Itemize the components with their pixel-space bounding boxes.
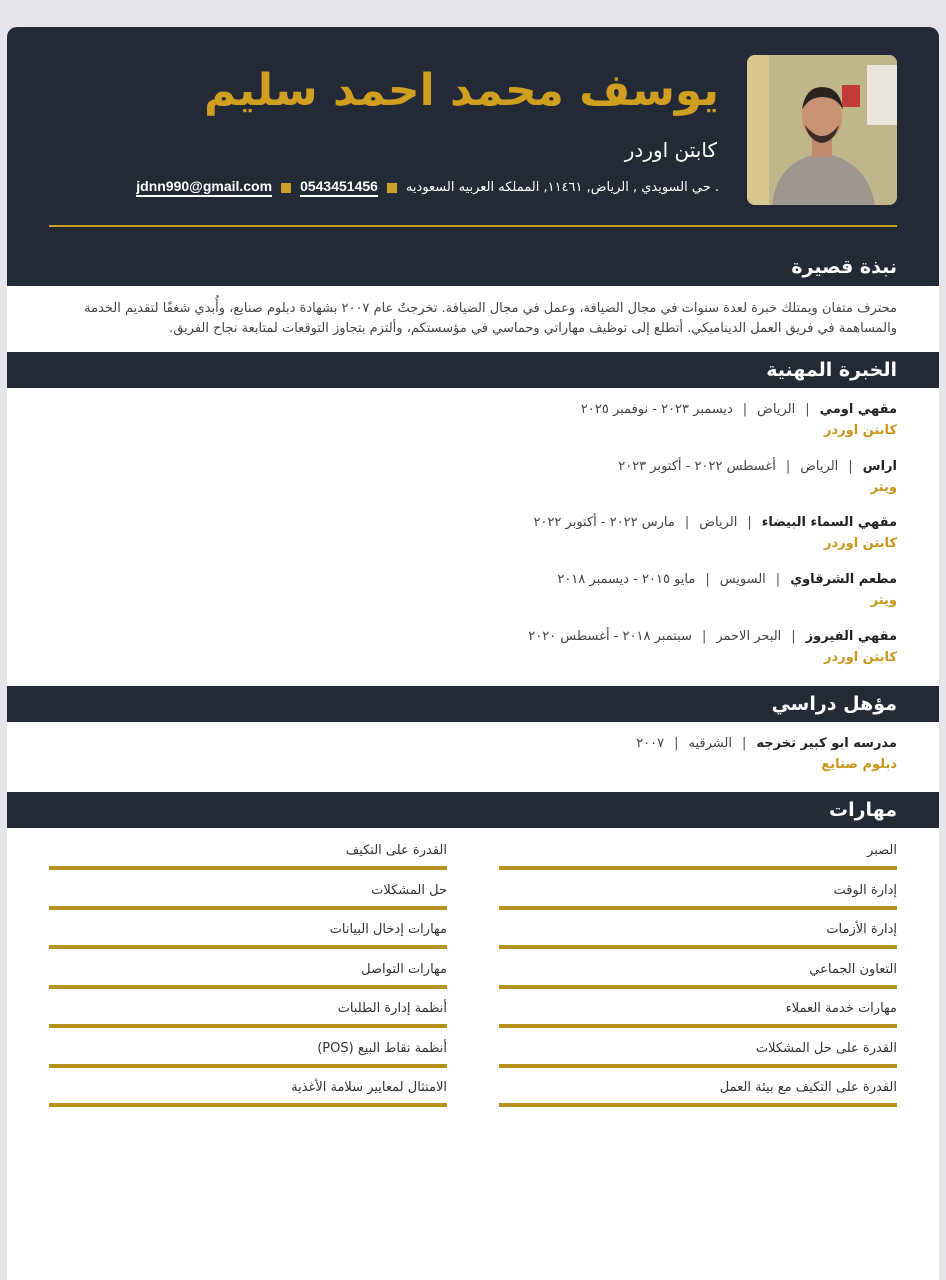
skill-label: مهارات خدمة العملاء: [785, 1001, 897, 1016]
skill-item: [49, 1041, 447, 1081]
bullet-square-icon: [387, 183, 397, 193]
profile-photo: [747, 55, 897, 205]
experience-band: [7, 352, 939, 388]
skill-item: [499, 1001, 897, 1041]
skill-level-bar: [49, 945, 447, 949]
skill-level-fill: [49, 866, 447, 870]
header-divider: [49, 225, 897, 227]
job-meta: مقهي السماء البيضاء|الرياض|مارس ٢٠٢٢ - أكتوبر ٢٠٢٢: [533, 515, 897, 530]
summary-heading: نبذة قصيرة: [791, 256, 897, 278]
education-year: ٢٠٠٧: [636, 736, 665, 751]
email-link[interactable]: jdnn990@gmail.com: [136, 178, 272, 197]
job-entry: [49, 572, 897, 608]
job-entry: [49, 515, 897, 551]
candidate-job-title: كابتن اوردر: [624, 138, 717, 162]
skill-label: الامتثال لمعايير سلامة الأغذية: [291, 1080, 447, 1095]
job-company: اراس: [862, 459, 897, 474]
job-company: مقهي السماء البيضاء: [761, 515, 897, 530]
skill-item: [49, 922, 447, 962]
education-city: الشرقيه: [688, 736, 732, 751]
education-band: [7, 686, 939, 722]
skill-item: [499, 922, 897, 962]
candidate-name: يوسف محمد احمد سليم: [203, 65, 719, 116]
skills-right-column: [499, 843, 897, 1120]
job-dates: مارس ٢٠٢٢ - أكتوبر ٢٠٢٢: [533, 515, 675, 530]
job-city: الرياض: [757, 402, 796, 417]
job-entry: [49, 402, 897, 438]
skill-level-fill: [49, 1064, 447, 1068]
education-school: مدرسه ابو كبير تخرجه: [756, 736, 897, 751]
skill-label: مهارات إدخال البيانات: [329, 922, 447, 937]
skill-level-fill: [499, 945, 897, 949]
education-degree: دبلوم صنايع: [821, 757, 897, 772]
skill-level-fill: [49, 1024, 447, 1028]
skill-item: [499, 843, 897, 883]
bullet-square-icon: [281, 183, 291, 193]
education-meta: مدرسه ابو كبير تخرجه|الشرقيه|٢٠٠٧: [636, 736, 897, 751]
skill-level-bar: [49, 1064, 447, 1068]
skill-level-fill: [499, 1064, 897, 1068]
skill-label: القدرة على حل المشكلات: [755, 1040, 897, 1056]
skill-item: [49, 843, 447, 883]
address-text: . حي السويدي , الرياض, ١١٤٦١, المملكه العربيه السعوديه: [405, 180, 719, 195]
education-entry: [49, 736, 897, 772]
skill-item: [499, 1080, 897, 1120]
skill-level-fill: [49, 945, 447, 949]
phone-link[interactable]: 0543451456: [300, 178, 378, 197]
skill-level-fill: [499, 1103, 897, 1107]
skill-level-fill: [499, 985, 897, 989]
skill-item: [49, 1001, 447, 1041]
skill-label: إدارة الأزمات: [826, 922, 897, 937]
skill-level-fill: [49, 985, 447, 989]
skill-label: أنظمة نقاط البيع (POS): [317, 1040, 447, 1056]
skill-level-bar: [499, 866, 897, 870]
job-dates: سبتمبر ٢٠١٨ - أغسطس ٢٠٢٠: [528, 629, 692, 644]
job-role: كابتن اوردر: [823, 536, 897, 551]
skills-heading: مهارات: [829, 799, 897, 821]
job-meta: مقهي الفيروز|البحر الاحمر|سبتمبر ٢٠١٨ - أغسطس ٢٠٢٠: [528, 629, 897, 644]
job-city: الرياض: [800, 459, 839, 474]
job-role: ويتر: [870, 480, 897, 495]
skill-level-fill: [49, 906, 447, 910]
job-meta: مقهي اومي|الرياض|ديسمبر ٢٠٢٣ - نوفمبر ٢٠٢٥: [580, 402, 897, 417]
skill-level-bar: [499, 1024, 897, 1028]
skill-level-bar: [499, 945, 897, 949]
skill-level-bar: [499, 985, 897, 989]
job-dates: أغسطس ٢٠٢٢ - أكتوبر ٢٠٢٣: [618, 459, 776, 474]
person-photo-icon: [747, 55, 897, 205]
skill-label: أنظمة إدارة الطلبات: [337, 1001, 447, 1016]
job-city: السويس: [719, 572, 766, 587]
experience-heading: الخبرة المهنية: [766, 359, 897, 381]
job-company: مقهي الفيروز: [805, 629, 897, 644]
job-city: البحر الاحمر: [716, 629, 782, 644]
job-role: كابتن اوردر: [823, 650, 897, 665]
job-entry: [49, 459, 897, 495]
skill-item: [499, 1041, 897, 1081]
skills-band: [7, 792, 939, 828]
skill-level-bar: [49, 1024, 447, 1028]
summary-text: محترف متفان ويمتلك خبرة لعدة سنوات في مجال الضيافة، وعمل في مجال الضيافة. تخرجتُ عام ٢٠٠٧ بشهادة دبلوم صنايع، وأُبدي شغفًا لتقديم الخدمة والمساهمة في فريق العمل الديناميكي. أتطلع إلى توظيف مهاراتي وحماسي في مؤسستكم، وألتزم بتجاوز التوقعات لمتابعة نجاح الفريق.: [84, 301, 897, 336]
skill-label: القدرة على التكيف مع بيئة العمل: [719, 1080, 897, 1095]
resume-page: [7, 27, 939, 1280]
skill-label: حل المشكلات: [371, 882, 447, 898]
skill-level-fill: [49, 1103, 447, 1107]
job-company: مطعم الشرقاوي: [790, 572, 897, 587]
skill-level-fill: [499, 1024, 897, 1028]
skill-item: [499, 883, 897, 923]
job-city: الرياض: [699, 515, 738, 530]
skill-level-bar: [49, 985, 447, 989]
skill-label: التعاون الجماعي: [809, 961, 897, 977]
skill-item: [49, 1080, 447, 1120]
job-entry: [49, 629, 897, 665]
skill-level-bar: [49, 866, 447, 870]
job-role: ويتر: [870, 593, 897, 608]
job-dates: ديسمبر ٢٠٢٣ - نوفمبر ٢٠٢٥: [580, 402, 733, 417]
skill-label: مهارات التواصل: [361, 961, 447, 977]
skill-label: إدارة الوقت: [833, 882, 897, 898]
job-company: مقهي اومي: [819, 402, 897, 417]
skills-left-column: [49, 843, 447, 1120]
skill-label: الصبر: [867, 843, 897, 858]
skill-level-fill: [499, 906, 897, 910]
job-meta: اراس|الرياض|أغسطس ٢٠٢٢ - أكتوبر ٢٠٢٣: [618, 459, 897, 474]
resume-header: [7, 27, 939, 286]
job-dates: مايو ٢٠١٥ - ديسمبر ٢٠١٨: [557, 572, 696, 587]
skill-item: [499, 962, 897, 1002]
skill-item: [49, 883, 447, 923]
skill-level-bar: [499, 906, 897, 910]
contact-line: [136, 178, 719, 197]
job-role: كابتن اوردر: [823, 423, 897, 438]
skill-level-bar: [49, 1103, 447, 1107]
skill-label: القدرة على التكيف: [345, 843, 447, 858]
skill-level-fill: [499, 866, 897, 870]
skill-level-bar: [499, 1103, 897, 1107]
skill-level-bar: [499, 1064, 897, 1068]
education-heading: مؤهل دراسي: [771, 693, 897, 715]
skill-level-bar: [49, 906, 447, 910]
job-meta: مطعم الشرقاوي|السويس|مايو ٢٠١٥ - ديسمبر ٢٠١٨: [557, 572, 897, 587]
skill-item: [49, 962, 447, 1002]
